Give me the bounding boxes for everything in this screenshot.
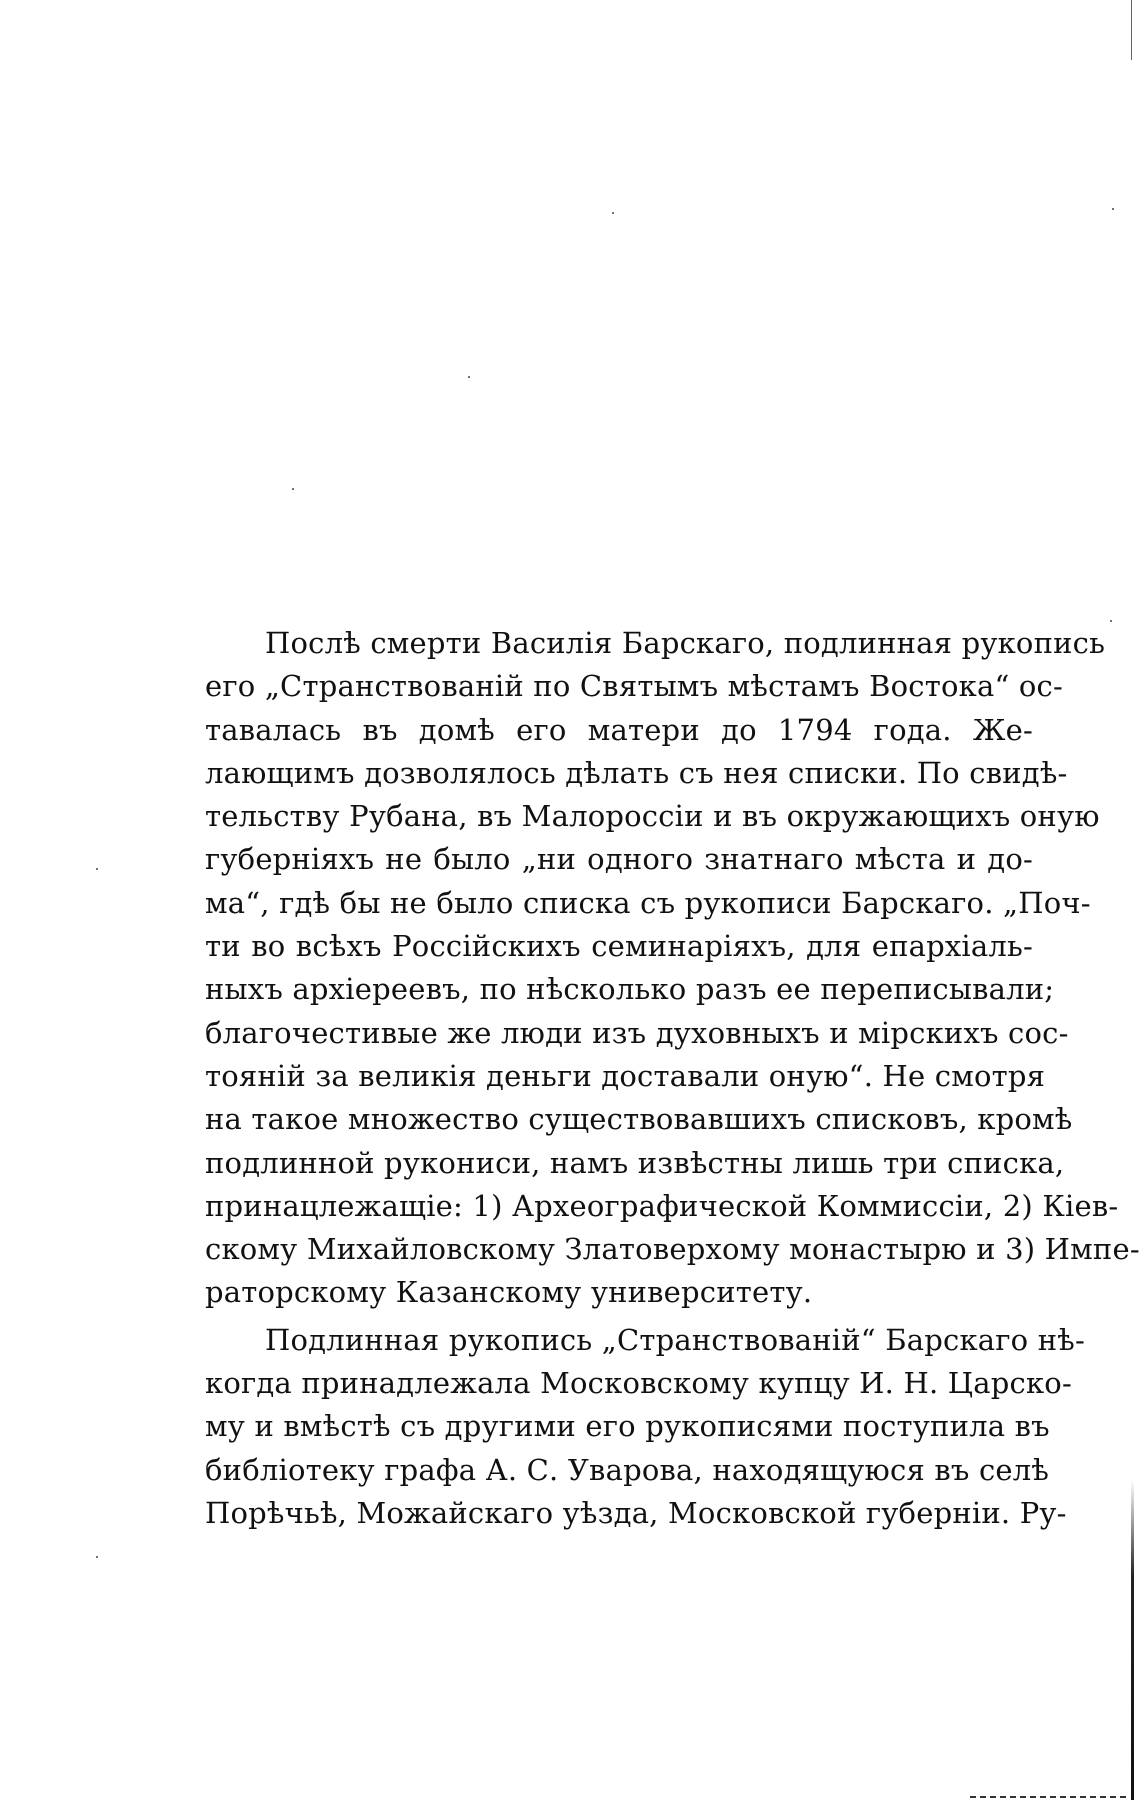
text-line: Порѣчьѣ, Можайскаго уѣзда, Московской губерніи. Ру- [205,1495,1067,1530]
scan-bottom-rule [970,1796,1130,1798]
text-line: благочестивые же люди изъ духовныхъ и мірскихъ сос- [205,1015,1069,1050]
scan-speck [96,1556,98,1558]
text-line: скому Михайловскому Златоверхому монастырю и 3) Импе- [205,1232,1140,1267]
body-text [205,622,1140,1535]
text-line: тавалась въ домѣ его матери до 1794 года. Же- [205,712,1033,747]
text-line: ма“, гдѣ бы не было списка съ рукописи Барскаго. „Поч- [205,885,1091,920]
text-line: ти во всѣхъ Россійскихъ семинаріяхъ, для епархіаль- [205,929,1033,964]
text-line: лающимъ дозволялось дѣлать съ нея списки. По свидѣ- [205,755,1068,790]
text-line: Послѣ смерти Василія Барскаго, подлинная рукопись [265,626,1106,660]
text-line: му и вмѣстѣ съ другими его рукописями поступила въ [205,1409,1050,1444]
scan-speck [292,488,294,490]
text-line: на такое множество существовавшихъ списковъ, кромѣ [205,1102,1073,1137]
scan-edge-right [1131,1480,1134,1800]
text-line: раторскому Казанскому университету. [205,1275,813,1310]
scan-speck [468,376,470,378]
text-line: Подлинная рукопись „Странствованій“ Барскаго нѣ- [265,1322,1085,1357]
text-line: ныхъ архіереевъ, по нѣсколько разъ ее переписывали; [205,972,1055,1007]
text-line: тельству Рубана, въ Малороссіи и въ окружающихъ оную [205,799,1100,834]
text-line: подлинной рукониси, намъ извѣстны лишь три списка, [205,1145,1065,1180]
scan-speck [96,868,98,870]
text-line: его „Странствованій по Святымъ мѣстамъ Востока“ ос- [205,669,1063,704]
text-line: библіотеку графа А. С. Уварова, находящуюся въ селѣ [205,1452,1050,1487]
text-line: тояній за великія деньги доставали оную“. Не смотря [205,1058,1046,1093]
scan-edge-top [1131,0,1132,60]
paragraph-1 [205,622,1140,1315]
text-line: когда принадлежала Московскому купцу И. Н. Царско- [205,1366,1072,1401]
scan-speck [612,212,614,214]
text-line: губерніяхъ не было „ни одного знатнаго мѣста и до- [205,842,1033,877]
scan-speck [1110,620,1112,622]
text-line: принацлежащіе: 1) Археографической Коммиссіи, 2) Кіев- [205,1188,1119,1223]
scan-speck [1112,208,1114,210]
paragraph-2 [205,1319,1085,1535]
